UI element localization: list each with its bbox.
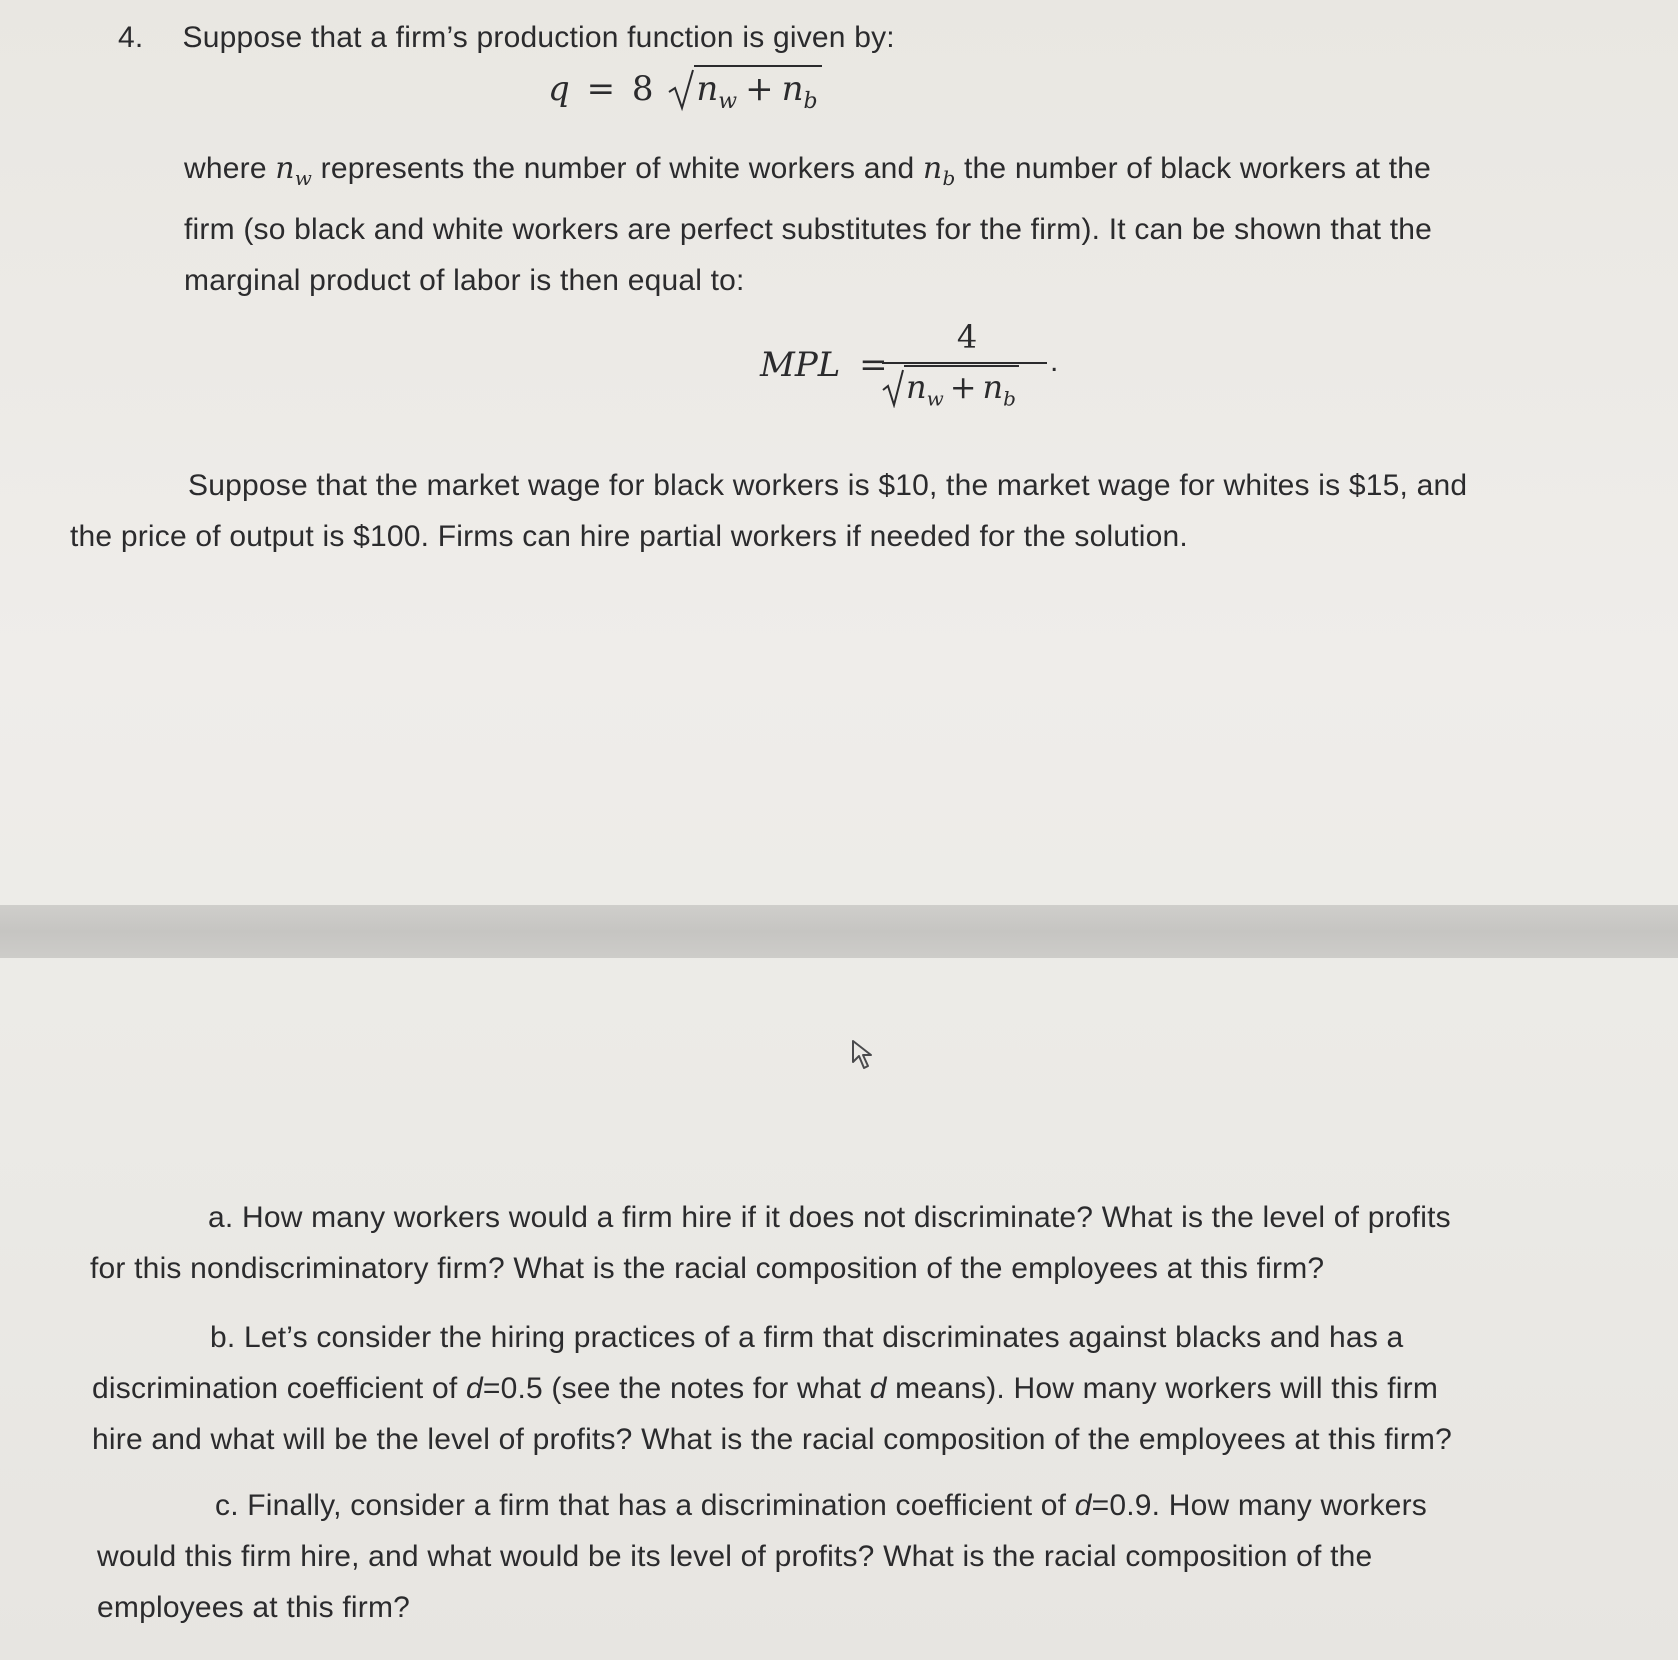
part-a [90, 1192, 1650, 1294]
part-b [92, 1312, 1662, 1465]
question-intro: Suppose that a firm’s production function is given by: [182, 21, 895, 54]
market-paragraph [70, 460, 1650, 562]
part-c-line-3: employees at this firm? [97, 1591, 411, 1624]
question-number: 4. [118, 21, 144, 54]
n-w-sub: w [718, 88, 738, 114]
market-line-2: the price of output is $100. Firms can hire partial workers if needed for the solution. [70, 520, 1188, 553]
part-b-line-3: hire and what will be the level of profits? What is the racial composition of the employees at this firm? [92, 1423, 1452, 1456]
q-symbol: q [548, 69, 570, 109]
description-paragraph [184, 143, 1624, 306]
plus-sign: + [745, 69, 774, 109]
desc-end: the number of black workers at the [964, 152, 1432, 185]
mpl-symbol: MPL [760, 345, 841, 385]
mpl-denominator [882, 368, 1052, 410]
radicand [694, 65, 821, 114]
part-b-line-2 [92, 1363, 1662, 1414]
b-line2-pre: discrimination coefficient of [92, 1372, 466, 1405]
equals-sign: = [586, 69, 616, 109]
production-function [548, 68, 822, 114]
n-b-sub: b [803, 88, 818, 114]
den-n-b-sub: b [1003, 386, 1016, 411]
n-b-var: n [781, 69, 804, 109]
part-b-line-1: b. Let’s consider the hiring practices of a firm that discriminates against blacks and has a [210, 1321, 1404, 1354]
c-d-symbol: d [1074, 1489, 1092, 1522]
b-d-symbol-2: d [869, 1372, 887, 1405]
mpl-equals: = [859, 345, 888, 385]
part-a-line-2: for this nondiscriminatory firm? What is the racial composition of the employees at this firm? [90, 1252, 1325, 1285]
fraction-bar [882, 362, 1047, 364]
mpl-fraction [882, 318, 1052, 410]
description-line-2: firm (so black and white workers are perfect substitutes for the firm). It can be shown that the [184, 213, 1433, 246]
b-line2-mid: =0.5 (see the notes for what [482, 1372, 870, 1405]
coefficient: 8 [631, 69, 654, 109]
den-n-w-sub: w [926, 386, 944, 411]
mpl-period: . [1050, 345, 1059, 378]
question-header [118, 12, 895, 63]
desc-n-b-sub: b [942, 166, 956, 190]
desc-n-b: n [922, 151, 943, 186]
den-plus: + [949, 368, 977, 406]
sqrt-symbol-mpl [882, 368, 904, 408]
part-c-line-2: would this firm hire, and what would be its level of profits? What is the racial composition of the [97, 1540, 1373, 1573]
market-line-1: Suppose that the market wage for black workers is $10, the market wage for whites is $15, and [188, 469, 1468, 502]
page-divider [0, 905, 1678, 958]
description-line-3: marginal product of labor is then equal to: [184, 264, 745, 297]
mpl-lhs [760, 345, 888, 385]
b-line2-post: means). How many workers will this firm [886, 1372, 1439, 1405]
desc-where: where [184, 152, 267, 185]
desc-n-w-sub: w [294, 166, 313, 190]
b-d-symbol: d [465, 1372, 483, 1405]
part-c-line-1 [97, 1480, 1657, 1531]
description-line-1 [184, 143, 1624, 204]
mpl-numerator: 4 [956, 318, 978, 356]
desc-n-w: n [275, 151, 295, 186]
sqrt-symbol [668, 68, 694, 112]
part-c [97, 1480, 1657, 1633]
n-w-var: n [696, 69, 719, 109]
den-n-b: n [982, 368, 1004, 406]
part-a-line-1: a. How many workers would a firm hire if it does not discriminate? What is the level of profits [208, 1201, 1451, 1234]
c-line1-pre: c. Finally, consider a firm that has a discrimination coefficient of [215, 1489, 1075, 1522]
desc-middle: represents the number of white workers and [320, 152, 915, 185]
c-line1-post: =0.9. How many workers [1091, 1489, 1427, 1522]
den-n-w: n [906, 368, 927, 406]
mouse-pointer-icon [850, 1038, 882, 1074]
